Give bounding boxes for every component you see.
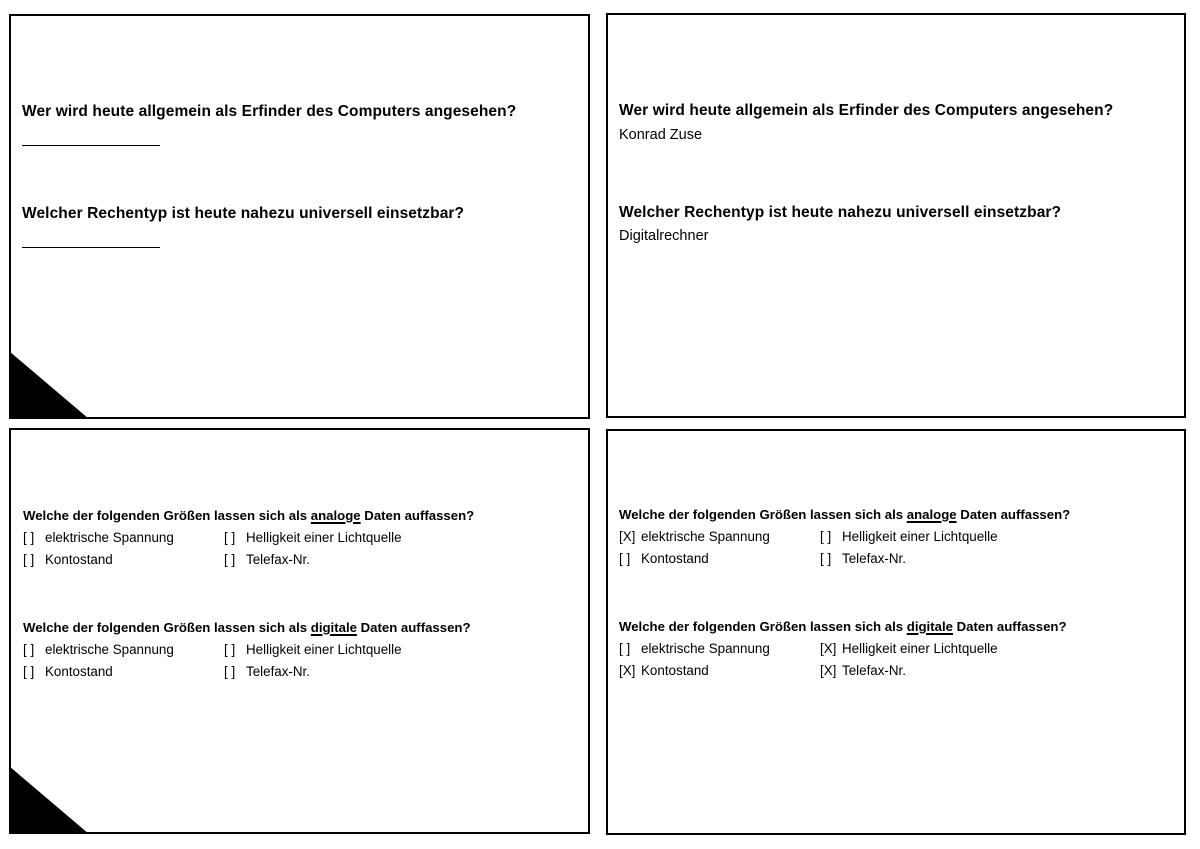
emphasis-analog: analoge — [310, 508, 361, 523]
corner-marker-icon — [9, 766, 89, 834]
emphasis-digital: digitale — [906, 619, 953, 634]
question-card-front-2 — [9, 428, 590, 834]
option-digital-balance[interactable]: [X] Kontostand — [619, 663, 709, 678]
question-inventor: Wer wird heute allgemein als Erfinder des Computers angesehen? — [22, 103, 517, 120]
checkbox: [ ] — [23, 642, 35, 657]
answer-computer-type: Digitalrechner — [619, 228, 709, 244]
checkbox: [ ] — [224, 552, 236, 567]
option-digital-balance[interactable]: [ ] Kontostand — [23, 664, 113, 679]
option-analog-balance[interactable]: [ ] Kontostand — [619, 551, 709, 566]
question-analog: Welche der folgenden Größen lassen sich als analoge Daten auffassen? — [619, 507, 1071, 522]
checkbox: [ ] — [619, 641, 631, 656]
corner-marker-icon — [9, 351, 89, 419]
option-digital-fax[interactable]: [X] Telefax-Nr. — [820, 663, 906, 678]
checkbox: [X] — [619, 663, 636, 678]
checkbox: [ ] — [820, 529, 832, 544]
answer-line-computer-type — [22, 247, 160, 248]
option-analog-balance[interactable]: [ ] Kontostand — [23, 552, 113, 567]
checkbox: [ ] — [23, 664, 35, 679]
option-digital-fax[interactable]: [ ] Telefax-Nr. — [224, 664, 310, 679]
question-computer-type: Welcher Rechentyp ist heute nahezu universell einsetzbar? — [22, 205, 465, 222]
question-inventor: Wer wird heute allgemein als Erfinder des Computers angesehen? — [619, 102, 1114, 119]
checkbox: [ ] — [619, 551, 631, 566]
option-digital-voltage[interactable]: [ ] elektrische Spannung — [619, 641, 770, 656]
checkbox: [ ] — [224, 530, 236, 545]
answer-line-inventor — [22, 145, 160, 146]
option-analog-fax[interactable]: [ ] Telefax-Nr. — [224, 552, 310, 567]
checkbox: [X] — [619, 529, 636, 544]
option-digital-brightness[interactable]: [ ] Helligkeit einer Lichtquelle — [224, 642, 402, 657]
question-analog: Welche der folgenden Größen lassen sich als analoge Daten auffassen? — [23, 508, 475, 523]
answer-inventor: Konrad Zuse — [619, 127, 703, 143]
checkbox: [ ] — [820, 551, 832, 566]
answer-card-back-1 — [606, 13, 1186, 418]
option-digital-voltage[interactable]: [ ] elektrische Spannung — [23, 642, 174, 657]
question-computer-type: Welcher Rechentyp ist heute nahezu universell einsetzbar? — [619, 204, 1062, 221]
checkbox: [ ] — [224, 664, 236, 679]
option-analog-voltage[interactable]: [X] elektrische Spannung — [619, 529, 770, 544]
option-analog-voltage[interactable]: [ ] elektrische Spannung — [23, 530, 174, 545]
emphasis-analog: analoge — [906, 507, 957, 522]
checkbox: [ ] — [23, 530, 35, 545]
question-digital: Welche der folgenden Größen lassen sich als digitale Daten auffassen? — [23, 620, 471, 635]
answer-card-back-2 — [606, 429, 1186, 835]
checkbox: [ ] — [23, 552, 35, 567]
emphasis-digital: digitale — [310, 620, 357, 635]
checkbox: [X] — [820, 663, 837, 678]
checkbox: [X] — [820, 641, 837, 656]
option-analog-brightness[interactable]: [ ] Helligkeit einer Lichtquelle — [224, 530, 402, 545]
option-digital-brightness[interactable]: [X] Helligkeit einer Lichtquelle — [820, 641, 998, 656]
question-card-front-1 — [9, 14, 590, 419]
option-analog-brightness[interactable]: [ ] Helligkeit einer Lichtquelle — [820, 529, 998, 544]
option-analog-fax[interactable]: [ ] Telefax-Nr. — [820, 551, 906, 566]
checkbox: [ ] — [224, 642, 236, 657]
question-digital: Welche der folgenden Größen lassen sich als digitale Daten auffassen? — [619, 619, 1067, 634]
